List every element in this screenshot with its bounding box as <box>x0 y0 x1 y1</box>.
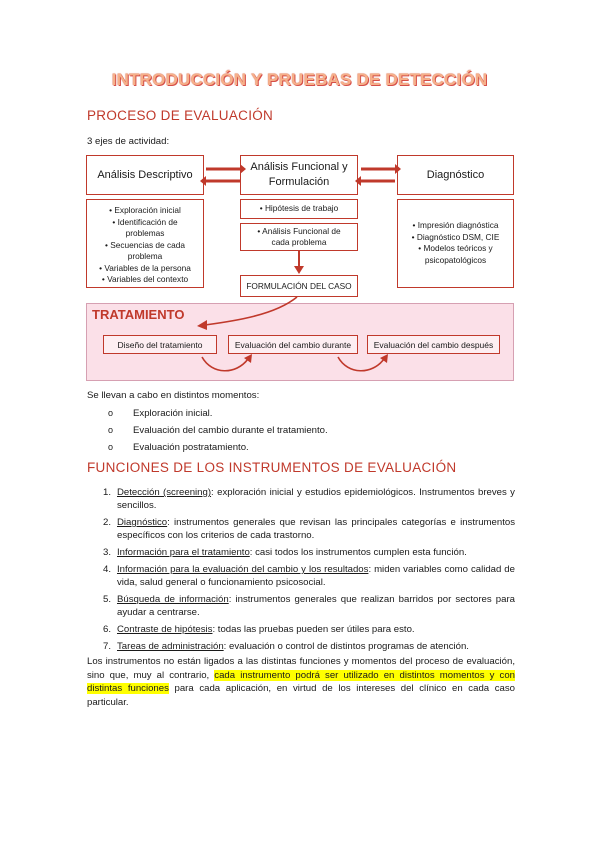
list-item: o Evaluación postratamiento. <box>87 441 527 454</box>
list-item: o Evaluación del cambio durante el tratamiento. <box>87 424 527 437</box>
item-text: : instrumentos generales que realizan barridos por sectores para ayudar a centrarse. <box>117 594 515 618</box>
item-number: 7. <box>103 641 112 652</box>
box-cambio-despues <box>367 335 500 354</box>
curved-arrow-2-icon <box>332 353 392 377</box>
item-text: : todas las pruebas pueden ser útiles para esto. <box>212 624 415 635</box>
item-text: : evaluación o control de distintos programas de atención. <box>223 641 469 652</box>
box-cambio-durante <box>228 335 358 354</box>
closing-paragraph <box>87 655 515 709</box>
item-number: 1. <box>103 487 112 498</box>
box-descriptivo-items <box>86 199 204 288</box>
box-formulacion <box>240 275 358 297</box>
label-diagnostico: Diagnóstico <box>426 169 485 181</box>
list-item <box>87 640 515 653</box>
curved-arrow-1-icon <box>196 353 256 377</box>
list-item: • Identificación de problemas <box>87 217 203 240</box>
label-diseno: Diseño del tratamiento <box>117 339 203 350</box>
item-number: 4. <box>103 564 112 575</box>
item-term: Diagnóstico <box>117 517 168 528</box>
list-item <box>87 593 515 619</box>
page-title: INTRODUCCIÓN Y PRUEBAS DE DETECCIÓN <box>111 70 488 89</box>
list-hipotesis <box>260 203 339 215</box>
item-term: Tareas de administración <box>117 641 224 652</box>
list-item <box>87 546 515 559</box>
box-diagnostico-items <box>397 199 514 288</box>
list-item: • Modelos teóricos y psicopatológicos <box>398 243 513 266</box>
item-text: : exploración inicial y estudios epidemiológicos. Instrumentos breves y sencillos. <box>117 487 515 511</box>
list-item: • Secuencias de cada problema <box>87 240 203 263</box>
box-hipotesis <box>240 199 358 219</box>
intro-text: 3 ejes de actividad: <box>87 136 170 147</box>
closing-highlight: cada instrumento podrá ser utilizado en distintos momentos y con distintas funciones <box>87 669 515 694</box>
item-term: Información para el tratamiento <box>117 547 250 558</box>
list-item: • Diagnóstico DSM, CIE <box>398 232 513 244</box>
label-cambio-durante: Evaluación del cambio durante <box>234 339 352 350</box>
item-number: 2. <box>103 517 112 528</box>
box-analisis-descriptivo <box>86 155 204 195</box>
list-diagnostico <box>398 220 513 266</box>
label-formulacion: FORMULACIÓN DEL CASO <box>246 281 352 291</box>
list-item <box>87 563 515 589</box>
list-item: • Exploración inicial <box>87 205 203 217</box>
box-diagnostico <box>397 155 514 195</box>
item-term: Búsqueda de información <box>117 594 229 605</box>
item-number: 5. <box>103 594 112 605</box>
closing-text-end: para cada aplicación, en virtud de los intereses del clínico en cada caso particular. <box>87 683 515 708</box>
list-item: • Hipótesis de trabajo <box>260 203 339 215</box>
closing-text-start: Los instrumentos no están ligados a las distintas funciones y momentos del proceso de evaluación, sino que, muy al contrario, <box>87 656 515 681</box>
section-heading-proceso: PROCESO DE EVALUACIÓN <box>87 108 274 123</box>
list-item <box>87 516 515 542</box>
arrow-formulacion-to-tratamiento-icon <box>195 295 305 335</box>
list-descriptivo <box>87 205 203 286</box>
item-text: : casi todos los instrumentos cumplen esta función. <box>249 547 467 558</box>
item-term: Contraste de hipótesis <box>117 624 213 635</box>
list-item: • Variables de la persona <box>87 263 203 275</box>
label-analisis-funcional: Análisis Funcional y Formulación <box>250 161 348 188</box>
moments-list <box>87 407 527 458</box>
list-item <box>87 486 515 512</box>
item-number: 6. <box>103 624 112 635</box>
box-analisis-funcional-item <box>240 223 358 251</box>
list-item <box>87 623 515 636</box>
functions-list <box>87 486 515 657</box>
arrows-right-pair-icon <box>355 160 401 190</box>
list-item: o Exploración inicial. <box>87 407 527 420</box>
moments-intro: Se llevan a cabo en distintos momentos: <box>87 390 260 401</box>
list-item: • Variables del contexto <box>87 274 203 286</box>
label-cambio-despues: Evaluación del cambio después <box>373 339 494 350</box>
list-analisis-funcional <box>241 226 357 249</box>
item-term: Detección (screening) <box>117 487 212 498</box>
label-analisis-descriptivo: Análisis Descriptivo <box>97 169 193 181</box>
item-text: : instrumentos generales que revisan las principales categorías e instrumentos específicos con los criterios de cada trastorno. <box>117 517 515 541</box>
list-item: • Impresión diagnóstica <box>398 220 513 232</box>
arrow-down-icon <box>292 251 306 275</box>
item-number: 3. <box>103 547 112 558</box>
list-item: • Análisis Funcional de cada problema <box>251 226 347 249</box>
box-analisis-funcional <box>240 155 358 195</box>
label-tratamiento: TRATAMIENTO <box>92 307 185 322</box>
item-text: : miden variables como calidad de vida, salud general o funcionamiento psicosocial. <box>117 564 515 588</box>
section-heading-funciones: FUNCIONES DE LOS INSTRUMENTOS DE EVALUACIÓN <box>87 460 457 475</box>
arrows-left-pair-icon <box>200 160 246 190</box>
item-term: Información para la evaluación del cambio y los resultados <box>117 564 369 575</box>
box-diseno-tratamiento <box>103 335 217 354</box>
